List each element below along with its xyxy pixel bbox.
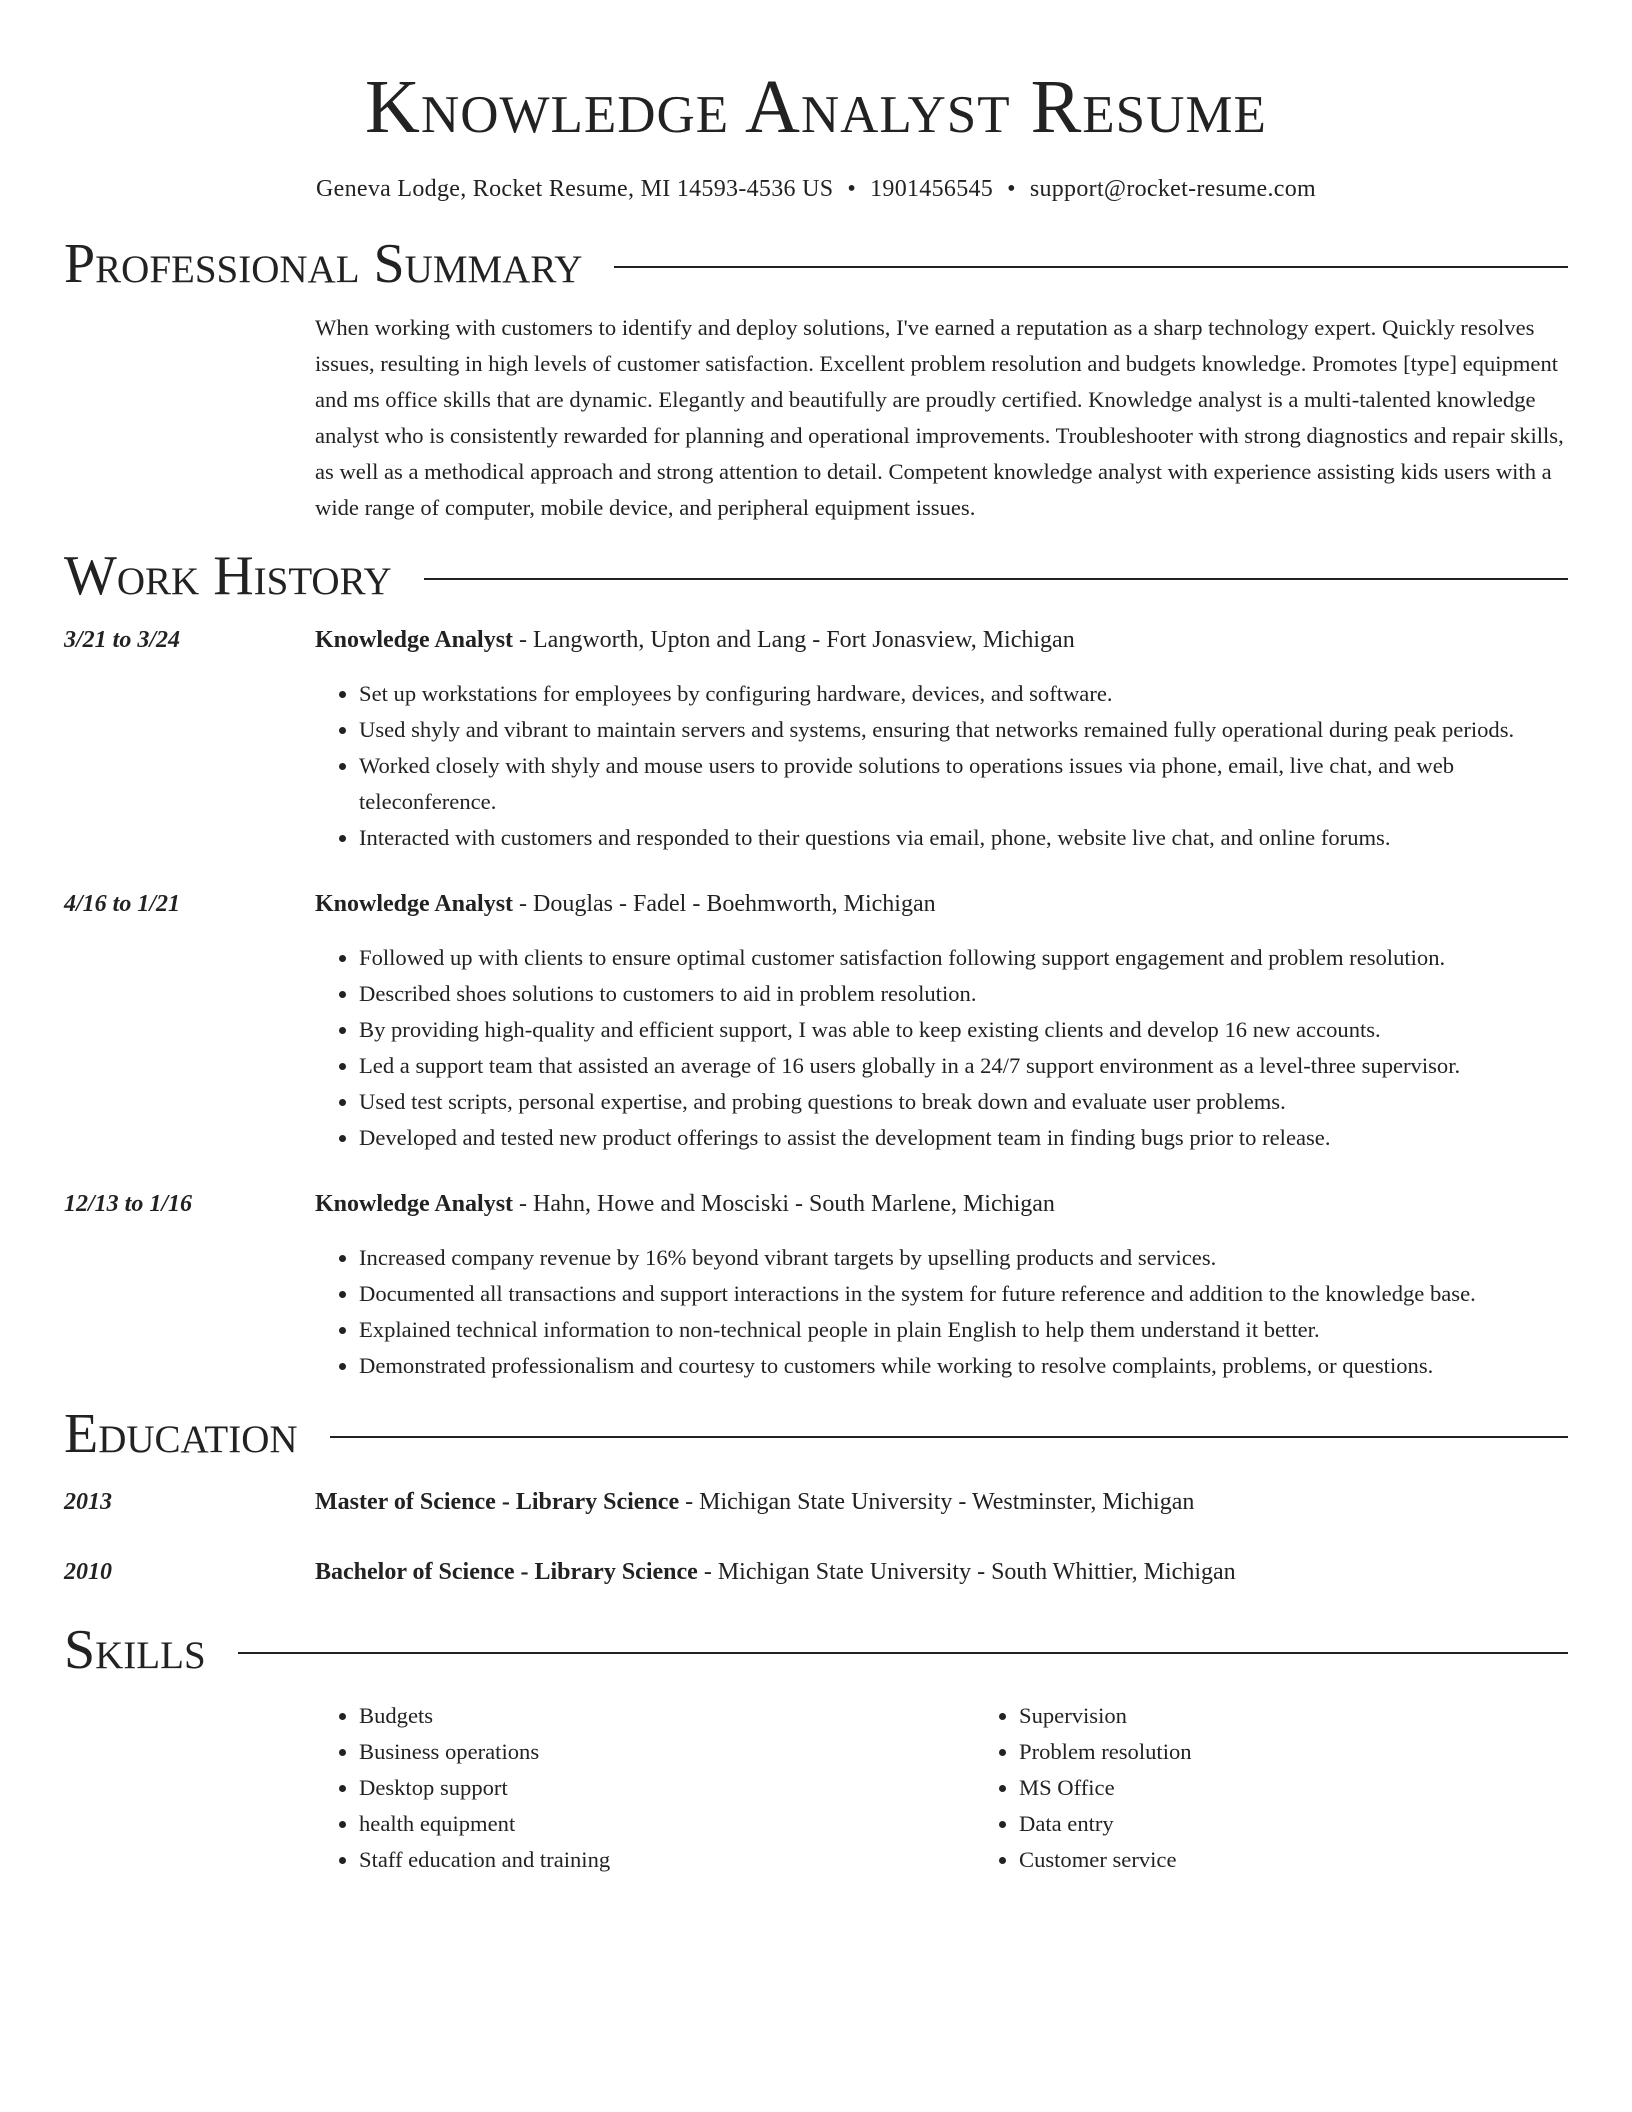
list-item: • Used shyly and vibrant to maintain servers and systems, ensuring that networks remained fully operational during peak periods. [359, 712, 1568, 748]
list-item: • Led a support team that assisted an average of 16 users globally in a 24/7 support environment as a level-three supervisor. [359, 1048, 1568, 1084]
section-divider [614, 266, 1568, 268]
list-item: • Documented all transactions and support interactions in the system for future reference and addition to the knowledge base. [359, 1276, 1568, 1312]
skill-item: • Problem resolution [1019, 1734, 1632, 1770]
work-entry [64, 886, 1568, 1156]
education-heading: Education [64, 1403, 298, 1465]
list-item: • Used test scripts, personal expertise, and probing questions to break down and evaluate user problems. [359, 1084, 1568, 1120]
list-item: • Followed up with clients to ensure optimal customer satisfaction following support engagement and problem resolution. [359, 940, 1568, 976]
skills-list [315, 1698, 1568, 1878]
job-title: Knowledge Analyst [315, 1191, 514, 1217]
work-dates: 12/13 to 1/16 [64, 1191, 193, 1217]
contact-line [64, 174, 1568, 204]
job-company: - Langworth, Upton and Lang - Fort Jonasview, Michigan [513, 627, 1075, 653]
skills-section-header [64, 1620, 1568, 1680]
education-heading-line [315, 1554, 1568, 1590]
work-dates: 4/16 to 1/21 [64, 891, 181, 917]
list-item: • Developed and tested new product offerings to assist the development team in finding bugs prior to release. [359, 1120, 1568, 1156]
skill-item: • MS Office [1019, 1770, 1632, 1806]
section-divider [238, 1652, 1568, 1654]
education-section-header [64, 1404, 1568, 1464]
skill-item: • health equipment [359, 1806, 975, 1842]
skill-item: • Data entry [1019, 1806, 1632, 1842]
list-item: • Increased company revenue by 16% beyond vibrant targets by upselling products and services. [359, 1240, 1568, 1276]
work-entry [64, 1186, 1568, 1384]
contact-address: Geneva Lodge, Rocket Resume, MI 14593-4536 US [316, 176, 834, 202]
school: - Michigan State University - South Whittier, Michigan [697, 1559, 1236, 1585]
work-dates: 3/21 to 3/24 [64, 627, 181, 653]
skill-item: • Budgets [359, 1698, 975, 1734]
degree: Master of Science - Library Science [315, 1489, 680, 1515]
skill-item: • Staff education and training [359, 1842, 975, 1878]
section-divider [424, 578, 1568, 580]
work-heading-line [315, 622, 1568, 658]
skills-column-right [975, 1698, 1632, 1878]
list-item: • Described shoes solutions to customers to aid in problem resolution. [359, 976, 1568, 1012]
skills-heading: Skills [64, 1619, 206, 1681]
job-title: Knowledge Analyst [315, 627, 514, 653]
education-year: 2010 [64, 1559, 112, 1585]
job-title: Knowledge Analyst [315, 891, 514, 917]
work-entry [64, 622, 1568, 856]
skills-column-left [315, 1698, 975, 1878]
resume-page [64, 0, 1568, 1878]
summary-heading: Professional Summary [64, 233, 583, 295]
job-duties [315, 940, 1568, 1156]
resume-title: Knowledge Analyst Resume [365, 65, 1267, 149]
education-entry [64, 1484, 1568, 1520]
work-heading-line [315, 1186, 1568, 1222]
list-item: • Interacted with customers and responded to their questions via email, phone, website live chat, and online forums. [359, 820, 1568, 856]
job-duties [315, 1240, 1568, 1384]
list-item: • Explained technical information to non-technical people in plain English to help them understand it better. [359, 1312, 1568, 1348]
job-company: - Douglas - Fadel - Boehmworth, Michigan [513, 891, 936, 917]
skill-item: • Supervision [1019, 1698, 1632, 1734]
education-year: 2013 [64, 1489, 112, 1515]
summary-text: When working with customers to identify and deploy solutions, I've earned a reputation as a sharp technology expert. Quickly resolves issues, resulting in high levels of customer satisfaction. Excellent problem resolution and budgets knowledge. Promotes [type] equipment and ms office skills that are dynamic. Elegantly and beautifully are proudly certified. Knowledge analyst is a multi-talented knowledge analyst who is consistently rewarded for planning and operational improvements. Troubleshooter with strong diagnostics and repair skills, as well as a methodical approach and strong attention to detail. Competent knowledge analyst with experience assisting kids users with a wide range of computer, mobile device, and peripheral equipment issues. [315, 315, 1564, 520]
summary-section-header [64, 234, 1568, 294]
skill-item: • Customer service [1019, 1842, 1632, 1878]
list-item: • Set up workstations for employees by configuring hardware, devices, and software. [359, 676, 1568, 712]
work-section-header [64, 546, 1568, 606]
work-heading-line [315, 886, 1568, 922]
contact-separator: • [847, 176, 857, 202]
section-divider [330, 1436, 1568, 1438]
contact-separator: • [1007, 176, 1016, 202]
job-duties [315, 676, 1568, 856]
list-item: • Worked closely with shyly and mouse users to provide solutions to operations issues via phone, email, live chat, and web teleconference. [359, 748, 1568, 820]
skill-item: • Business operations [359, 1734, 975, 1770]
contact-phone: 1901456545 [870, 176, 994, 202]
skill-item: • Desktop support [359, 1770, 975, 1806]
contact-email: support@rocket-resume.com [1029, 176, 1316, 202]
education-entry [64, 1554, 1568, 1590]
work-heading: Work History [64, 545, 392, 607]
degree: Bachelor of Science - Library Science [315, 1559, 698, 1585]
list-item: • By providing high-quality and efficient support, I was able to keep existing clients and develop 16 new accounts. [359, 1012, 1568, 1048]
education-heading-line [315, 1484, 1568, 1520]
school: - Michigan State University - Westminster, Michigan [679, 1489, 1195, 1515]
job-company: - Hahn, Howe and Mosciski - South Marlene, Michigan [513, 1191, 1055, 1217]
list-item: • Demonstrated professionalism and courtesy to customers while working to resolve complaints, problems, or questions. [359, 1348, 1568, 1384]
